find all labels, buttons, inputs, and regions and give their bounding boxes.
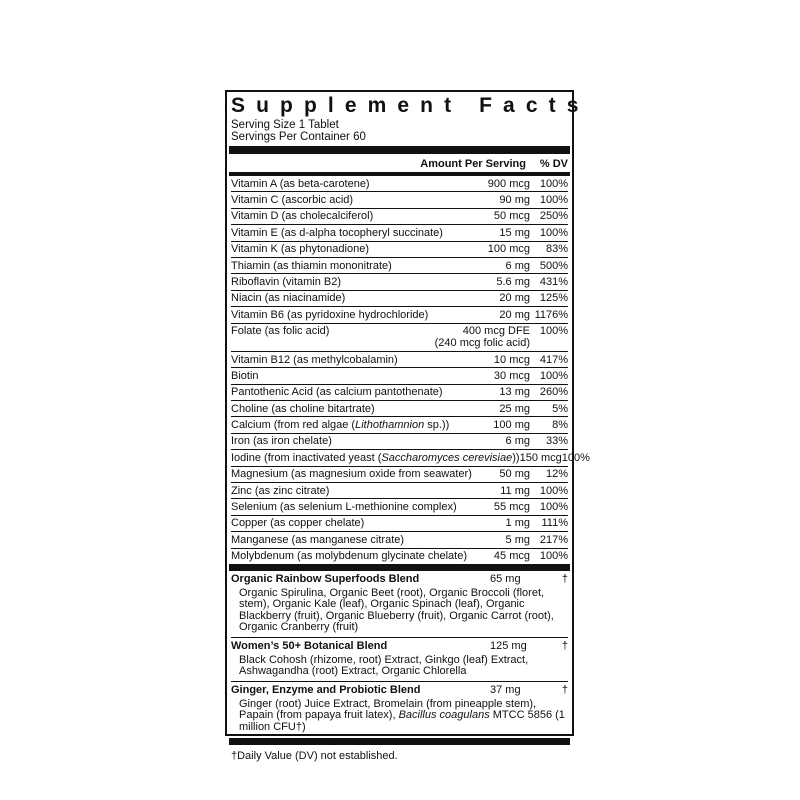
nutrient-row [231,401,568,417]
nutrient-name: Zinc (as zinc citrate) [231,484,330,497]
blend-header [231,682,568,698]
nutrient-name-part: sp.)) [424,419,450,432]
nutrient-dv: 100% [539,193,568,206]
nutrient-amount: 5 mg [505,533,530,546]
nutrient-dv: 100% [539,369,568,382]
nutrient-list [231,176,590,564]
nutrient-name: Thiamin (as thiamin mononitrate) [231,259,392,272]
blend-name: Women’s 50+ Botanical Blend [231,639,388,652]
nutrient-name: Copper (as copper chelate) [231,517,365,530]
nutrient-amount: 100 mcg [487,243,530,256]
blend-list [231,564,568,737]
nutrient-amount: 10 mcg [493,353,530,366]
blend-ingredients-part: MTCC 5856 (1 million CFU†) [239,709,565,733]
nutrient-amount: 20 mg [499,308,530,321]
blend-ingredients: Organic Spirulina, Organic Beet (root), Organic Broccoli (floret, stem), Organic Kale (leaf), Organic Spinach (leaf), Organic Blackberry (fruit), Organic Blueberry (fruit), Organic Carrot (root), Organic Cranberry (fruit) [231,587,568,638]
blend-amount: 125 mg [490,639,527,652]
nutrient-dv: 83% [545,243,568,256]
nutrient-amount: 6 mg [505,435,530,448]
nutrient-amount: 45 mcg [493,550,530,563]
nutrient-name: Molybdenum (as molybdenum glycinate chelate) [231,550,468,563]
nutrient-name-part: )) [512,451,520,464]
nutrient-name: Magnesium (as magnesium oxide from seawater) [231,468,472,481]
nutrient-amount: 30 mcg [493,369,530,382]
nutrient-dv: 100% [539,484,568,497]
nutrient-amount: 50 mcg [493,210,530,223]
nutrient-dv: 217% [539,533,568,546]
divider-thick [229,146,570,154]
nutrient-row [231,516,568,532]
blend-name: Organic Rainbow Superfoods Blend [231,572,420,585]
blend-ingredients: Black Cohosh (rhizome, root) Extract, Ginkgo (leaf) Extract, Ashwagandha (root) Extract, Organic Chlorella [231,654,568,682]
blend-divider [229,564,570,571]
nutrient-dv: 500% [539,259,568,272]
nutrient-name: Iron (as iron chelate) [231,435,332,448]
nutrient-dv: 12% [545,468,568,481]
blend-dv: † [561,572,568,585]
nutrient-name: Vitamin A (as beta-carotene) [231,177,370,190]
nutrient-dv: 100% [539,325,568,338]
blend-amount: 37 mg [490,683,521,696]
nutrient-amount: 50 mg [499,468,530,481]
nutrient-name: Choline (as choline bitartrate) [231,402,375,415]
dv-header: % DV [539,158,568,170]
nutrient-row [231,434,568,450]
nutrient-row [231,417,568,433]
nutrient-amount: 150 mcg [519,451,562,464]
nutrient-row [231,176,568,192]
nutrient-name: Riboflavin (vitamin B2) [231,275,342,288]
blend-header [231,571,568,587]
nutrient-row [231,242,568,258]
nutrient-name-italic: Saccharomyces cerevisiae [381,451,513,464]
blend-dv: † [561,639,568,652]
nutrient-row [231,225,568,241]
nutrient-dv: 33% [545,435,568,448]
nutrient-row [231,192,568,208]
nutrient-name-part: Iodine (from inactivated yeast ( [231,451,382,464]
servings-per-container: Servings Per Container 60 [231,131,366,143]
nutrient-name: Vitamin K (as phytonadione) [231,243,369,256]
nutrient-dv: 417% [539,353,568,366]
nutrient-row [231,307,568,323]
nutrient-amount: 90 mg [499,193,530,206]
nutrient-name: Biotin [231,369,259,382]
blend-ingredients [231,698,568,737]
nutrient-dv: 100% [539,226,568,239]
nutrient-dv: 125% [539,292,568,305]
nutrient-dv: 260% [539,386,568,399]
nutrient-amount: 6 mg [505,259,530,272]
nutrient-amount: 55 mcg [493,501,530,514]
blend-amount: 65 mg [490,572,521,585]
nutrient-amount: 900 mcg [487,177,530,190]
nutrient-dv: 100% [561,451,590,464]
nutrient-row [231,324,568,352]
nutrient-amount: 100 mg [493,419,530,432]
nutrient-name: Vitamin E (as d-alpha tocopheryl succinate) [231,226,443,239]
blend-dv: † [561,683,568,696]
nutrient-name: Pantothenic Acid (as calcium pantothenate) [231,386,443,399]
nutrient-row [231,532,568,548]
divider-bottom [229,738,570,745]
serving-size: Serving Size 1 Tablet [231,119,339,131]
nutrient-dv: 5% [552,402,568,415]
nutrient-dv: 100% [539,177,568,190]
nutrient-name-italic: Lithothamnion [355,419,425,432]
nutrient-amount: 5.6 mg [496,275,530,288]
nutrient-name: Manganese (as manganese citrate) [231,533,405,546]
blend-ingredients-italic: Bacillus coagulans [398,709,490,722]
nutrient-row [231,450,590,466]
column-header [231,154,568,172]
nutrient-amount [435,325,530,349]
blend-name: Ginger, Enzyme and Probiotic Blend [231,683,421,696]
nutrient-amount: 11 mg [500,484,530,497]
nutrient-row [231,499,568,515]
blend-header [231,638,568,654]
nutrient-row [231,291,568,307]
nutrient-name: Vitamin B6 (as pyridoxine hydrochloride) [231,308,429,321]
nutrient-dv: 100% [539,501,568,514]
supplement-facts-panel [225,90,590,763]
nutrient-amount-line: 400 mcg DFE [462,325,530,338]
blend-ingredients-part: Ginger (root) Juice Extract, Bromelain (from pineapple stem), Papain (from papaya fruit latex), [239,697,537,722]
nutrient-name: Vitamin D (as cholecalciferol) [231,210,374,223]
nutrient-amount: 20 mg [499,292,530,305]
nutrient-dv: 111% [541,517,568,530]
nutrient-row [231,352,568,368]
nutrient-name: Niacin (as niacinamide) [231,292,346,305]
nutrient-name: Selenium (as selenium L-methionine complex) [231,501,457,514]
nutrient-dv: 100% [539,550,568,563]
nutrient-row [231,467,568,483]
nutrient-dv: 8% [552,419,568,432]
nutrient-amount: 15 mg [499,226,530,239]
nutrient-name: Vitamin C (ascorbic acid) [231,193,354,206]
nutrient-amount: 25 mg [499,402,530,415]
nutrient-dv: 431% [539,275,568,288]
nutrient-amount-line: (240 mcg folic acid) [434,337,530,350]
nutrient-row [231,258,568,274]
nutrient-row [231,385,568,401]
nutrient-dv: 1176% [534,308,568,321]
nutrient-row [231,549,568,564]
nutrient-dv: 250% [539,210,568,223]
nutrient-row [231,368,568,384]
nutrient-name [231,419,493,431]
nutrient-amount: 1 mg [505,517,530,530]
nutrient-row [231,209,568,225]
nutrient-name-part: Calcium (from red algae ( [231,419,356,432]
nutrient-name: Vitamin B12 (as methylcobalamin) [231,353,398,366]
amount-header: Amount Per Serving [420,158,526,170]
nutrient-amount: 13 mg [499,386,530,399]
nutrient-row [231,483,568,499]
nutrient-name: Folate (as folic acid) [231,325,330,338]
panel-title: Supplement Facts [231,94,590,117]
nutrient-name [231,452,520,464]
footnote: †Daily Value (DV) not established. [231,750,398,763]
nutrient-row [231,274,568,290]
